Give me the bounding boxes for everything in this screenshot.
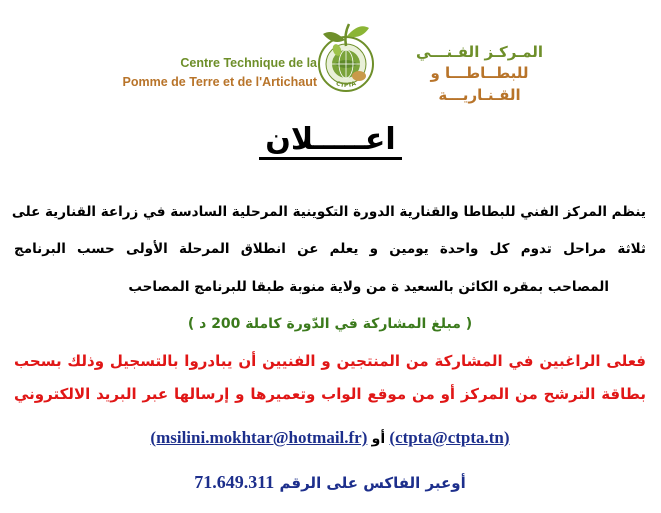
logo-arabic-name — [392, 42, 567, 106]
email-link-msilini[interactable]: (msilini.mokhtar@hotmail.fr) — [150, 428, 368, 447]
email-link-ctpta[interactable]: (ctpta@ctpta.tn) — [389, 428, 510, 447]
logo-french-line1: Centre Technique de la — [180, 56, 317, 70]
body-line-2: ثلاثة مراحل تدوم كل واحدة يومين و يعلم عن انطلاق المرحلة الأولى حسب البرنامج — [14, 241, 646, 257]
fax-label: أوعبر الفاكس على الرقم — [279, 474, 466, 492]
logo-arabic-line1: المـركـز الفـنـــي — [415, 43, 544, 61]
logo-arabic-line2: للبطــاطـــا و القـنـاريـــة — [430, 64, 529, 104]
fax-number: 71.649.311 — [194, 472, 275, 492]
announcement-title — [0, 120, 661, 160]
email-contact-line — [14, 428, 646, 448]
logo-french-line2: Pomme de Terre et de l'Artichaut — [122, 75, 317, 89]
ctpta-emblem-logo — [307, 16, 385, 96]
letterhead — [0, 0, 661, 110]
registration-line-2: بطاقة الترشح من المركز أو من موقع الواب وتعميرها و إرسالها عبر البريد الالكتروني — [14, 385, 646, 403]
participation-fee: ( مبلغ المشاركة في الدّورة كاملة 200 د ) — [187, 316, 473, 332]
svg-text:CTPTA: CTPTA — [335, 80, 357, 90]
body-line-1: ينظم المركز الفني للبطاطا والقنارية الدورة التكوينية المرحلية السادسة في زراعة القنارية على — [11, 204, 646, 220]
or-label: أو — [371, 431, 386, 447]
registration-line-1: فعلى الراغبين في المشاركة من المنتجين و الفنيين أن يبادروا بالتسجيل وذلك بسحب — [14, 352, 646, 370]
announcement-title-text: اعـــــلان — [259, 122, 401, 160]
fax-contact-line — [14, 472, 646, 493]
body-line-3: المصاحب بمقره الكائن بالسعيد ة من ولاية منوبة طبقا للبرنامج المصاحب — [128, 279, 609, 295]
logo-french-name — [102, 54, 317, 92]
